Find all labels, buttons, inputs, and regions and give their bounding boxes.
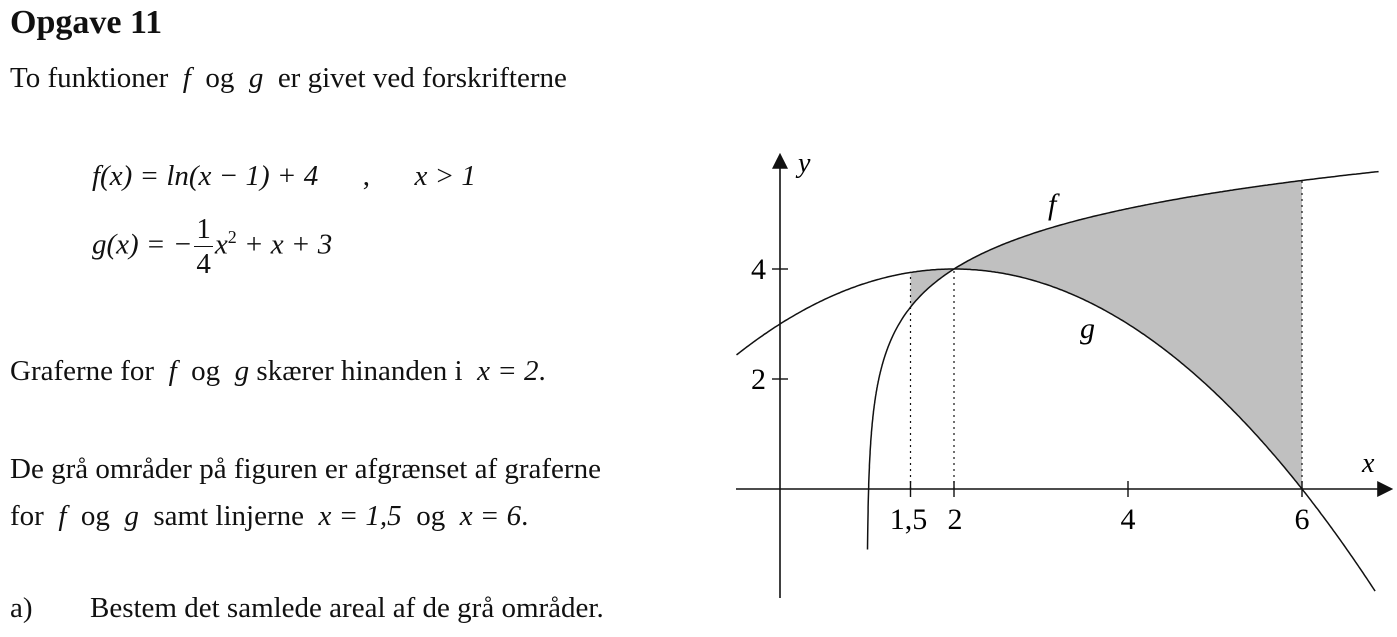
shaded-region-left [911, 269, 955, 307]
task-a-text: Bestem det samlede areal af de grå områder. [90, 592, 604, 624]
intro-sentence: To funktioner f og g er givet ved forskrifterne [10, 62, 567, 94]
formula-g: g(x) = − $\frac{1}{4}$ $x^2 + x + 3$ [92, 213, 333, 280]
y-tick-label: 2 [751, 363, 766, 396]
x-axis-label: x [1362, 448, 1375, 479]
intersection-sentence: Graferne for f og g skærer hinanden i x = 2. [10, 355, 546, 387]
fraction-one-quarter: $\frac{1}{4}$ [196, 213, 211, 280]
curve-label-g: g [1080, 312, 1095, 345]
shaded-region-right [954, 181, 1302, 490]
curve-label-f: f [1048, 188, 1057, 221]
x-tick-label: 4 [1120, 503, 1136, 536]
y-tick-label: 4 [751, 253, 766, 286]
x-tick-label: 6 [1294, 503, 1310, 536]
x-tick-label: 1,5 [889, 503, 928, 536]
region-sentence-line1: De grå områder på figuren er afgrænset af graferne [10, 453, 601, 485]
y-axis-label: y [798, 148, 811, 179]
task-a-label: a) [10, 592, 33, 624]
page-title: Opgave 11 [10, 4, 163, 41]
formula-f: f(x) = ln(x − 1) + 4 , x > 1 [92, 160, 476, 192]
x-tick-label: 2 [947, 503, 963, 536]
region-sentence-line2: for f og g samt linjerne x = 1,5 og x = 6. [10, 500, 529, 532]
